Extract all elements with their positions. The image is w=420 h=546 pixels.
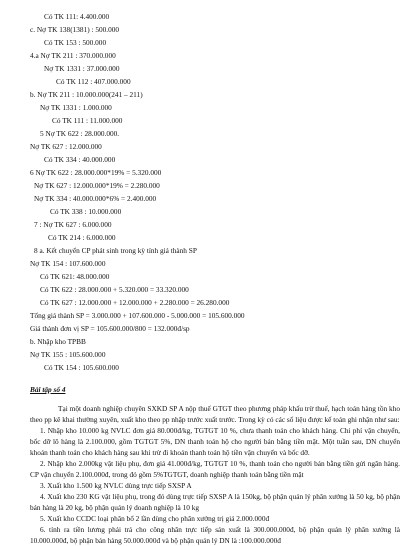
entry-line: c. Nợ TK 138(1381) : 500.000: [30, 25, 120, 34]
entry-line: Có TK 338 : 10.000.000: [50, 207, 122, 216]
entry-line: Có TK 334 : 40.000.000: [44, 155, 116, 164]
list-item: 4. Xuất kho 230 KG vật liệu phụ, trong đó dùng trực tiếp SXSP A là 150kg, bộ phận quản lý phân xưởng là 50 kg, bộ phận bán hàng là 20 kg, bộ phận quản lý doanh nghiệp là 10 kg: [30, 492, 400, 512]
list-item: 2. Nhập kho 2.000kg vật liệu phụ, đơn giá 41.000đ/kg, TGTGT 10 %, thanh toán cho người bán bằng tiền gửi ngân hàng. CP vận chuyển 2.100.000đ, trong đó gồm 5%TGTGT, doanh nghiệp thanh toán bằng tiền mặt: [30, 459, 400, 479]
entry-line: Tổng giá thành SP = 3.000.000 + 107.600.000 - 5.000.000 = 105.600.000: [30, 311, 245, 320]
entry-line: b. Nợ TK 211 : 10.000.000(241 – 211): [30, 90, 143, 99]
entry-line: Nợ TK 154 : 107.600.000: [30, 259, 106, 268]
entry-line: Có TK 627 : 12.000.000 + 12.000.000 + 2.280.000 = 26.280.000: [40, 298, 230, 307]
entry-line: Nợ TK 1331 : 1.000.000: [40, 103, 112, 112]
entry-line: Có TK 214 : 6.000.000: [48, 233, 116, 242]
entry-line: Có TK 153 : 500.000: [44, 38, 107, 47]
list-item: 6. tính ra tiền lương phải trả cho công nhân trực tiếp sản xuất là 300.000.000đ, bộ phận quản lý phân xưởng là 10.000.000đ, bộ phận bán hàng 50.000.000đ và bộ phận quản lý DN là :100.000.000đ: [30, 525, 400, 545]
entry-line: Nợ TK 627 : 12.000.000: [30, 142, 102, 151]
entry-line: b. Nhập kho TPBB: [30, 337, 86, 346]
entry-line: Có TK 112 : 407.000.000: [56, 77, 131, 86]
entry-line: Có TK 111: 4.400.000: [44, 12, 110, 21]
entry-line: 6 Nợ TK 622 : 28.000.000*19% = 5.320.000: [30, 168, 162, 177]
intro-paragraph: Tại một doanh nghiệp chuyên SXKD SP A nộp thuế GTGT theo phương pháp khấu trừ thuế, hạch toán hàng tồn kho theo pp kê khai thường xuyên, xuất kho theo pp nhập trước xuất trước. Trong kỳ có các số liệu được kế toán ghi nhận như sau:: [30, 404, 400, 424]
entry-line: Nợ TK 1331 : 37.000.000: [44, 64, 120, 73]
list-item: 1. Nhập kho 10.000 kg NVLC đơn giá 80.000đ/kg, TGTGT 10 %, chưa thanh toán cho khách hàng. Chi phí vận chuyển, bốc dỡ lô hàng là 2.100.000, gồm TGTGT 5%, DN thanh toán hộ cho người bán bằng tiền mặt. Một tuần sau, DN chuyển khoản thanh toán cho khách hàng sau khi trừ đi khoản thanh toán hộ tiền vận chuyển và bốc dỡ.: [30, 426, 400, 457]
entry-line: Có TK 621: 48.000.000: [40, 272, 110, 281]
exercise-body: [30, 403, 400, 546]
entry-line: Nợ TK 627 : 12.000.000*19% = 2.280.000: [34, 181, 160, 190]
entry-line: Nợ TK 334 : 40.000.000*6% = 2.400.000: [34, 194, 157, 203]
entry-line: 5 Nợ TK 622 : 28.000.000.: [40, 129, 120, 138]
entry-line: Có TK 111 : 11.000.000: [52, 116, 123, 125]
entry-line: 8 a. Kết chuyển CP phát sinh trong kỳ tính giá thành SP: [34, 246, 197, 255]
entry-line: 4.a Nợ TK 211 : 370.000.000: [30, 51, 116, 60]
entry-line: Có TK 154 : 105.600.000: [44, 363, 119, 372]
entry-line: Giá thành đơn vị SP = 105.600.000/800 = 132.000đ/sp: [30, 324, 190, 333]
entry-line: Nợ TK 155 : 105.600.000: [30, 350, 106, 359]
exercise-title: Bài tập số 4: [30, 385, 66, 394]
entry-line: 7 : Nợ TK 627 : 6.000.000: [34, 220, 112, 229]
entry-line: Có TK 622 : 28.000.000 + 5.320.000 = 33.320.000: [40, 285, 189, 294]
list-item: 5. Xuất kho CCDC loại phân bổ 2 lần dùng cho phân xưởng trị giá 2.000.000đ: [40, 514, 270, 523]
list-item: 3. Xuất kho 1.500 kg NVLC dùng trực tiếp SXSP A: [40, 481, 192, 490]
